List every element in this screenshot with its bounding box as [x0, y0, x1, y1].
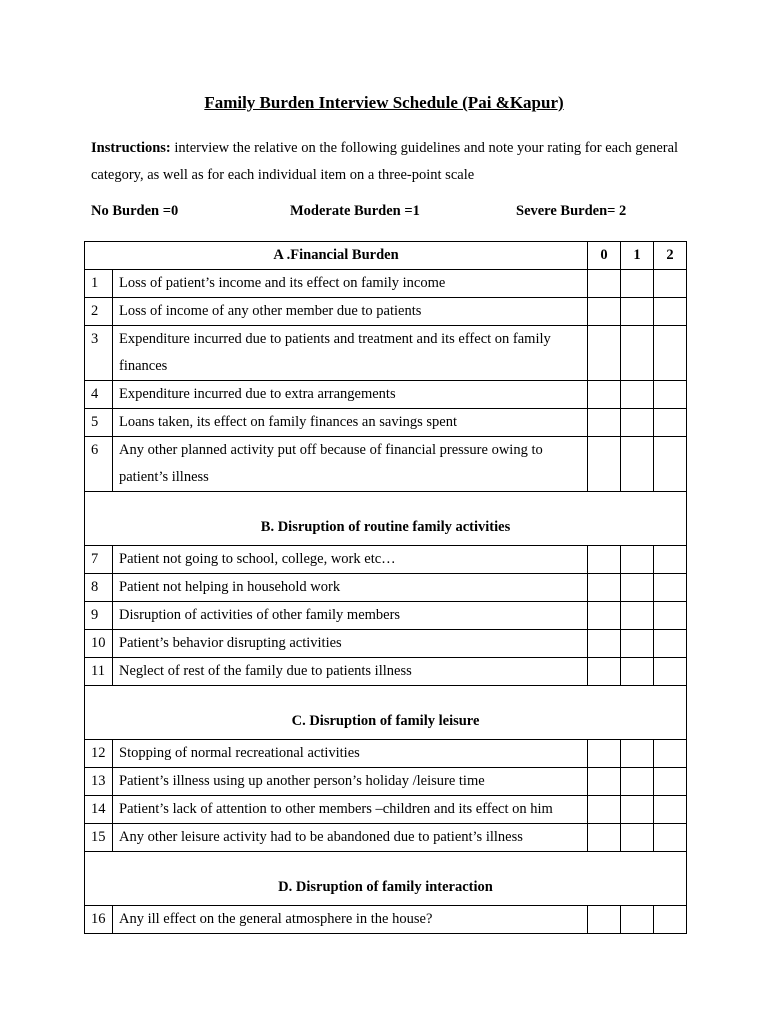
item-number: 1	[85, 270, 113, 298]
section-header-row	[85, 492, 687, 546]
rating-cell-0[interactable]	[588, 298, 621, 326]
table-row	[85, 740, 687, 768]
item-number: 9	[85, 602, 113, 630]
rating-cell-2[interactable]	[654, 824, 687, 852]
item-text: Any other leisure activity had to be abandoned due to patient’s illness	[113, 824, 588, 852]
page-title: Family Burden Interview Schedule (Pai &Kapur)	[204, 93, 564, 112]
rating-cell-2[interactable]	[654, 409, 687, 437]
rating-cell-2[interactable]	[654, 298, 687, 326]
rating-cell-0[interactable]	[588, 768, 621, 796]
rating-cell-1[interactable]	[621, 630, 654, 658]
rating-cell-2[interactable]	[654, 658, 687, 686]
item-number: 12	[85, 740, 113, 768]
item-number: 2	[85, 298, 113, 326]
rating-cell-0[interactable]	[588, 409, 621, 437]
section-d-heading: D. Disruption of family interaction	[85, 852, 687, 906]
rating-cell-2[interactable]	[654, 437, 687, 492]
table-row	[85, 796, 687, 824]
table-row	[85, 409, 687, 437]
rating-cell-0[interactable]	[588, 546, 621, 574]
rating-cell-2[interactable]	[654, 270, 687, 298]
rating-cell-0[interactable]	[588, 602, 621, 630]
rating-cell-1[interactable]	[621, 298, 654, 326]
rating-cell-2[interactable]	[654, 602, 687, 630]
instructions-text: interview the relative on the following guidelines and note your rating for each general category, as well as for each individual item on a three-point scale	[91, 140, 679, 183]
rating-cell-2[interactable]	[654, 546, 687, 574]
rating-cell-1[interactable]	[621, 768, 654, 796]
rating-cell-0[interactable]	[588, 437, 621, 492]
instructions-label: Instructions:	[91, 140, 171, 156]
item-text: Patient not going to school, college, work etc…	[113, 546, 588, 574]
rating-cell-0[interactable]	[588, 381, 621, 409]
rating-cell-1[interactable]	[621, 658, 654, 686]
table-row	[85, 602, 687, 630]
rating-cell-2[interactable]	[654, 574, 687, 602]
item-text: Patient’s lack of attention to other members –children and its effect on him	[113, 796, 588, 824]
table-row	[85, 658, 687, 686]
item-number: 13	[85, 768, 113, 796]
item-text: Expenditure incurred due to patients and treatment and its effect on family finances	[113, 326, 588, 381]
table-row	[85, 630, 687, 658]
rating-cell-2[interactable]	[654, 740, 687, 768]
item-number: 15	[85, 824, 113, 852]
table-row	[85, 574, 687, 602]
scale-severe-burden: Severe Burden= 2	[516, 203, 627, 219]
rating-header-2: 2	[654, 242, 687, 270]
item-text: Any ill effect on the general atmosphere in the house?	[113, 906, 588, 934]
rating-cell-1[interactable]	[621, 906, 654, 934]
item-number: 16	[85, 906, 113, 934]
table-row	[85, 824, 687, 852]
rating-cell-0[interactable]	[588, 906, 621, 934]
instructions	[91, 135, 681, 189]
rating-cell-0[interactable]	[588, 630, 621, 658]
section-b-heading: B. Disruption of routine family activities	[85, 492, 687, 546]
item-number: 6	[85, 437, 113, 492]
rating-cell-0[interactable]	[588, 796, 621, 824]
table-row	[85, 298, 687, 326]
rating-cell-1[interactable]	[621, 796, 654, 824]
rating-cell-2[interactable]	[654, 326, 687, 381]
rating-cell-1[interactable]	[621, 437, 654, 492]
item-text: Patient not helping in household work	[113, 574, 588, 602]
item-number: 7	[85, 546, 113, 574]
rating-cell-2[interactable]	[654, 381, 687, 409]
section-c-heading: C. Disruption of family leisure	[85, 686, 687, 740]
item-number: 4	[85, 381, 113, 409]
rating-cell-2[interactable]	[654, 796, 687, 824]
item-text: Loss of income of any other member due to patients	[113, 298, 588, 326]
section-a-heading: A .Financial Burden	[85, 242, 588, 270]
rating-cell-1[interactable]	[621, 574, 654, 602]
rating-cell-1[interactable]	[621, 270, 654, 298]
item-text: Disruption of activities of other family members	[113, 602, 588, 630]
item-text: Stopping of normal recreational activities	[113, 740, 588, 768]
rating-cell-0[interactable]	[588, 824, 621, 852]
rating-cell-0[interactable]	[588, 574, 621, 602]
item-text: Loss of patient’s income and its effect on family income	[113, 270, 588, 298]
item-number: 11	[85, 658, 113, 686]
scale-no-burden: No Burden =0	[91, 203, 179, 219]
rating-cell-1[interactable]	[621, 409, 654, 437]
section-header-row	[85, 686, 687, 740]
rating-cell-0[interactable]	[588, 658, 621, 686]
item-text: Any other planned activity put off because of financial pressure owing to patient’s illness	[113, 437, 588, 492]
rating-cell-1[interactable]	[621, 740, 654, 768]
rating-header-1: 1	[621, 242, 654, 270]
rating-cell-1[interactable]	[621, 546, 654, 574]
item-text: Loans taken, its effect on family finances an savings spent	[113, 409, 588, 437]
table-row	[85, 768, 687, 796]
table-row	[85, 906, 687, 934]
table-row	[85, 381, 687, 409]
item-text: Patient’s behavior disrupting activities	[113, 630, 588, 658]
table-row	[85, 546, 687, 574]
item-text: Patient’s illness using up another person’s holiday /leisure time	[113, 768, 588, 796]
table-row	[85, 270, 687, 298]
item-number: 14	[85, 796, 113, 824]
item-number: 5	[85, 409, 113, 437]
rating-cell-2[interactable]	[654, 630, 687, 658]
rating-cell-1[interactable]	[621, 602, 654, 630]
scale-moderate-burden: Moderate Burden =1	[290, 203, 420, 219]
rating-cell-2[interactable]	[654, 906, 687, 934]
burden-table	[84, 241, 687, 934]
rating-cell-1[interactable]	[621, 326, 654, 381]
section-header-row	[85, 242, 687, 270]
item-text: Neglect of rest of the family due to patients illness	[113, 658, 588, 686]
item-number: 10	[85, 630, 113, 658]
rating-header-0: 0	[588, 242, 621, 270]
section-header-row	[85, 852, 687, 906]
rating-cell-2[interactable]	[654, 768, 687, 796]
item-text: Expenditure incurred due to extra arrangements	[113, 381, 588, 409]
item-number: 3	[85, 326, 113, 381]
rating-cell-0[interactable]	[588, 740, 621, 768]
rating-cell-1[interactable]	[621, 824, 654, 852]
rating-cell-1[interactable]	[621, 381, 654, 409]
table-row	[85, 326, 687, 381]
rating-cell-0[interactable]	[588, 326, 621, 381]
rating-cell-0[interactable]	[588, 270, 621, 298]
item-number: 8	[85, 574, 113, 602]
table-row	[85, 437, 687, 492]
